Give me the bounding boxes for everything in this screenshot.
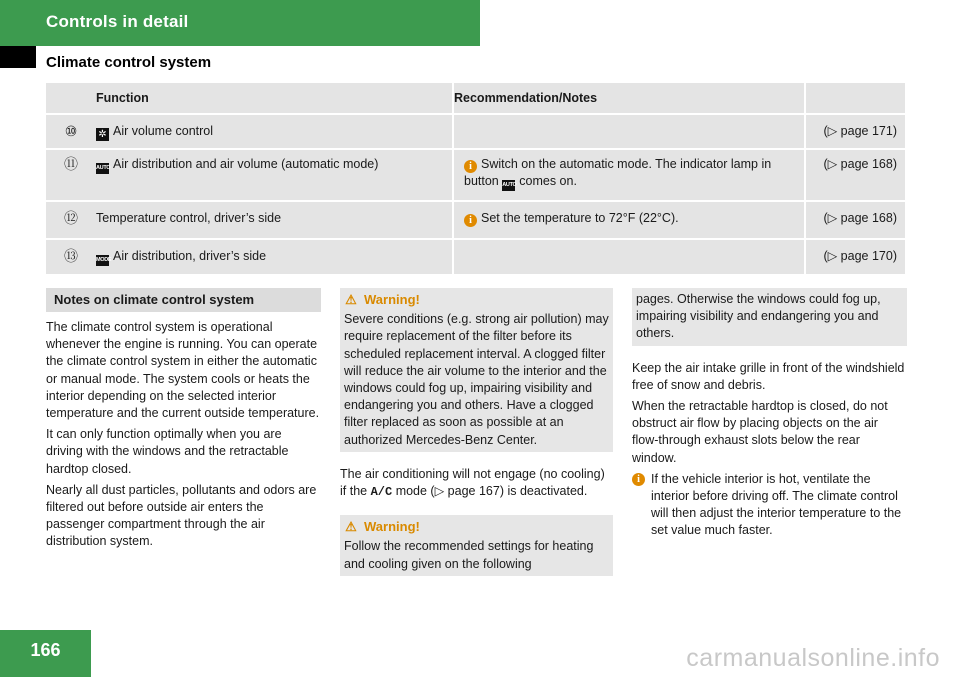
ac-mode-label: A/C bbox=[370, 485, 393, 500]
warning-title: Warning! bbox=[364, 292, 420, 307]
info-icon: i bbox=[632, 473, 645, 486]
note-text-end: comes on. bbox=[519, 174, 577, 188]
function-label: Temperature control, driver’s side bbox=[96, 211, 282, 225]
tip-note bbox=[632, 471, 907, 540]
row-number: ⑪ bbox=[64, 156, 78, 172]
column-left bbox=[46, 288, 321, 555]
row-number: ⑩ bbox=[64, 123, 78, 139]
column-right bbox=[632, 288, 907, 540]
paragraph: The air conditioning will not engage (no cooling) if the A/C mode (▷ page 167) is deactivated. bbox=[340, 466, 605, 500]
warning-continuation-box bbox=[632, 288, 907, 346]
mode-icon: MODE bbox=[96, 255, 109, 266]
table-row bbox=[46, 240, 905, 276]
warning-text: pages. Otherwise the windows could fog up, impairing visibility and endangering you and others. bbox=[636, 292, 881, 341]
section-tab-marker bbox=[0, 46, 36, 68]
warning-triangle-icon: ⚠ bbox=[345, 292, 357, 307]
notes-heading: Notes on climate control system bbox=[46, 288, 321, 312]
chapter-header-bar bbox=[0, 0, 480, 46]
table-row bbox=[46, 202, 905, 240]
row-number: ⑬ bbox=[64, 248, 78, 264]
info-icon: i bbox=[464, 160, 477, 173]
column-header-function: Function bbox=[96, 91, 149, 105]
row-number: ⑫ bbox=[64, 210, 78, 226]
tip-text: If the vehicle interior is hot, ventilate the interior before driving off. The climate control will then adjust the interior temperature to the set value much faster. bbox=[651, 471, 902, 538]
warning-box bbox=[340, 288, 613, 452]
paragraph: The climate control system is operational whenever the engine is running. You can operate the climate control system in either the automatic or manual mode. The system cools or heats the interior depending on the selected interior temperature and the current outside temperature. bbox=[46, 320, 320, 421]
paragraph: Nearly all dust particles, pollutants and odors are filtered out before outside air enters the passenger compartment through the air distribution system. bbox=[46, 482, 317, 549]
info-icon: i bbox=[464, 214, 477, 227]
warning-text: Severe conditions (e.g. strong air pollution) may require replacement of the filter before its scheduled replacement interval. A clogged filter will reduce the air volume to the interior and the windows could fog up, impairing visibility and endangering you and others. Have a clogged filter replaced as soon as possible at an authorized Mercedes-Benz Center. bbox=[344, 312, 609, 447]
page-reference: (▷ page 171) bbox=[823, 124, 897, 138]
chapter-title: Controls in detail bbox=[46, 12, 189, 31]
warning-triangle-icon: ⚠ bbox=[345, 519, 357, 535]
note-text: Switch on the automatic mode. The indicator lamp in bbox=[481, 157, 772, 171]
column-middle bbox=[340, 288, 613, 576]
function-table bbox=[46, 83, 905, 276]
warning-title: Warning! bbox=[364, 519, 420, 535]
warning-text: Follow the recommended settings for heating and cooling given on the following bbox=[344, 539, 594, 571]
paragraph: It can only function optimally when you are driving with the windows and the retractable hardtop closed. bbox=[46, 427, 289, 476]
fan-icon: ✲ bbox=[96, 128, 109, 141]
column-header-notes: Recommendation/Notes bbox=[454, 91, 598, 105]
page-reference: (▷ page 170) bbox=[823, 249, 897, 263]
table-header-row bbox=[46, 83, 905, 115]
note-text: Set the temperature to 72°F (22°C). bbox=[481, 211, 679, 225]
function-label: Air distribution and air volume (automatic mode) bbox=[113, 157, 379, 171]
function-label: Air distribution, driver’s side bbox=[113, 249, 267, 263]
page-number: 166 bbox=[0, 630, 91, 677]
page-reference: (▷ page 168) bbox=[823, 211, 897, 225]
function-label: Air volume control bbox=[113, 124, 214, 138]
paragraph: When the retractable hardtop is closed, do not obstruct air flow by placing objects on the air flow-through exhaust slots below the rear window. bbox=[632, 399, 888, 465]
section-title: Climate control system bbox=[46, 54, 212, 71]
auto-icon: AUTO bbox=[96, 163, 109, 174]
page-reference: (▷ page 168) bbox=[823, 157, 897, 171]
table-row bbox=[46, 150, 905, 202]
watermark: carmanualsonline.info bbox=[686, 644, 940, 672]
auto-icon: AUTO bbox=[502, 180, 515, 191]
note-text-cont: button bbox=[464, 174, 499, 188]
warning-box bbox=[340, 515, 613, 576]
paragraph: Keep the air intake grille in front of the windshield free of snow and debris. bbox=[632, 360, 905, 392]
table-row bbox=[46, 115, 905, 150]
